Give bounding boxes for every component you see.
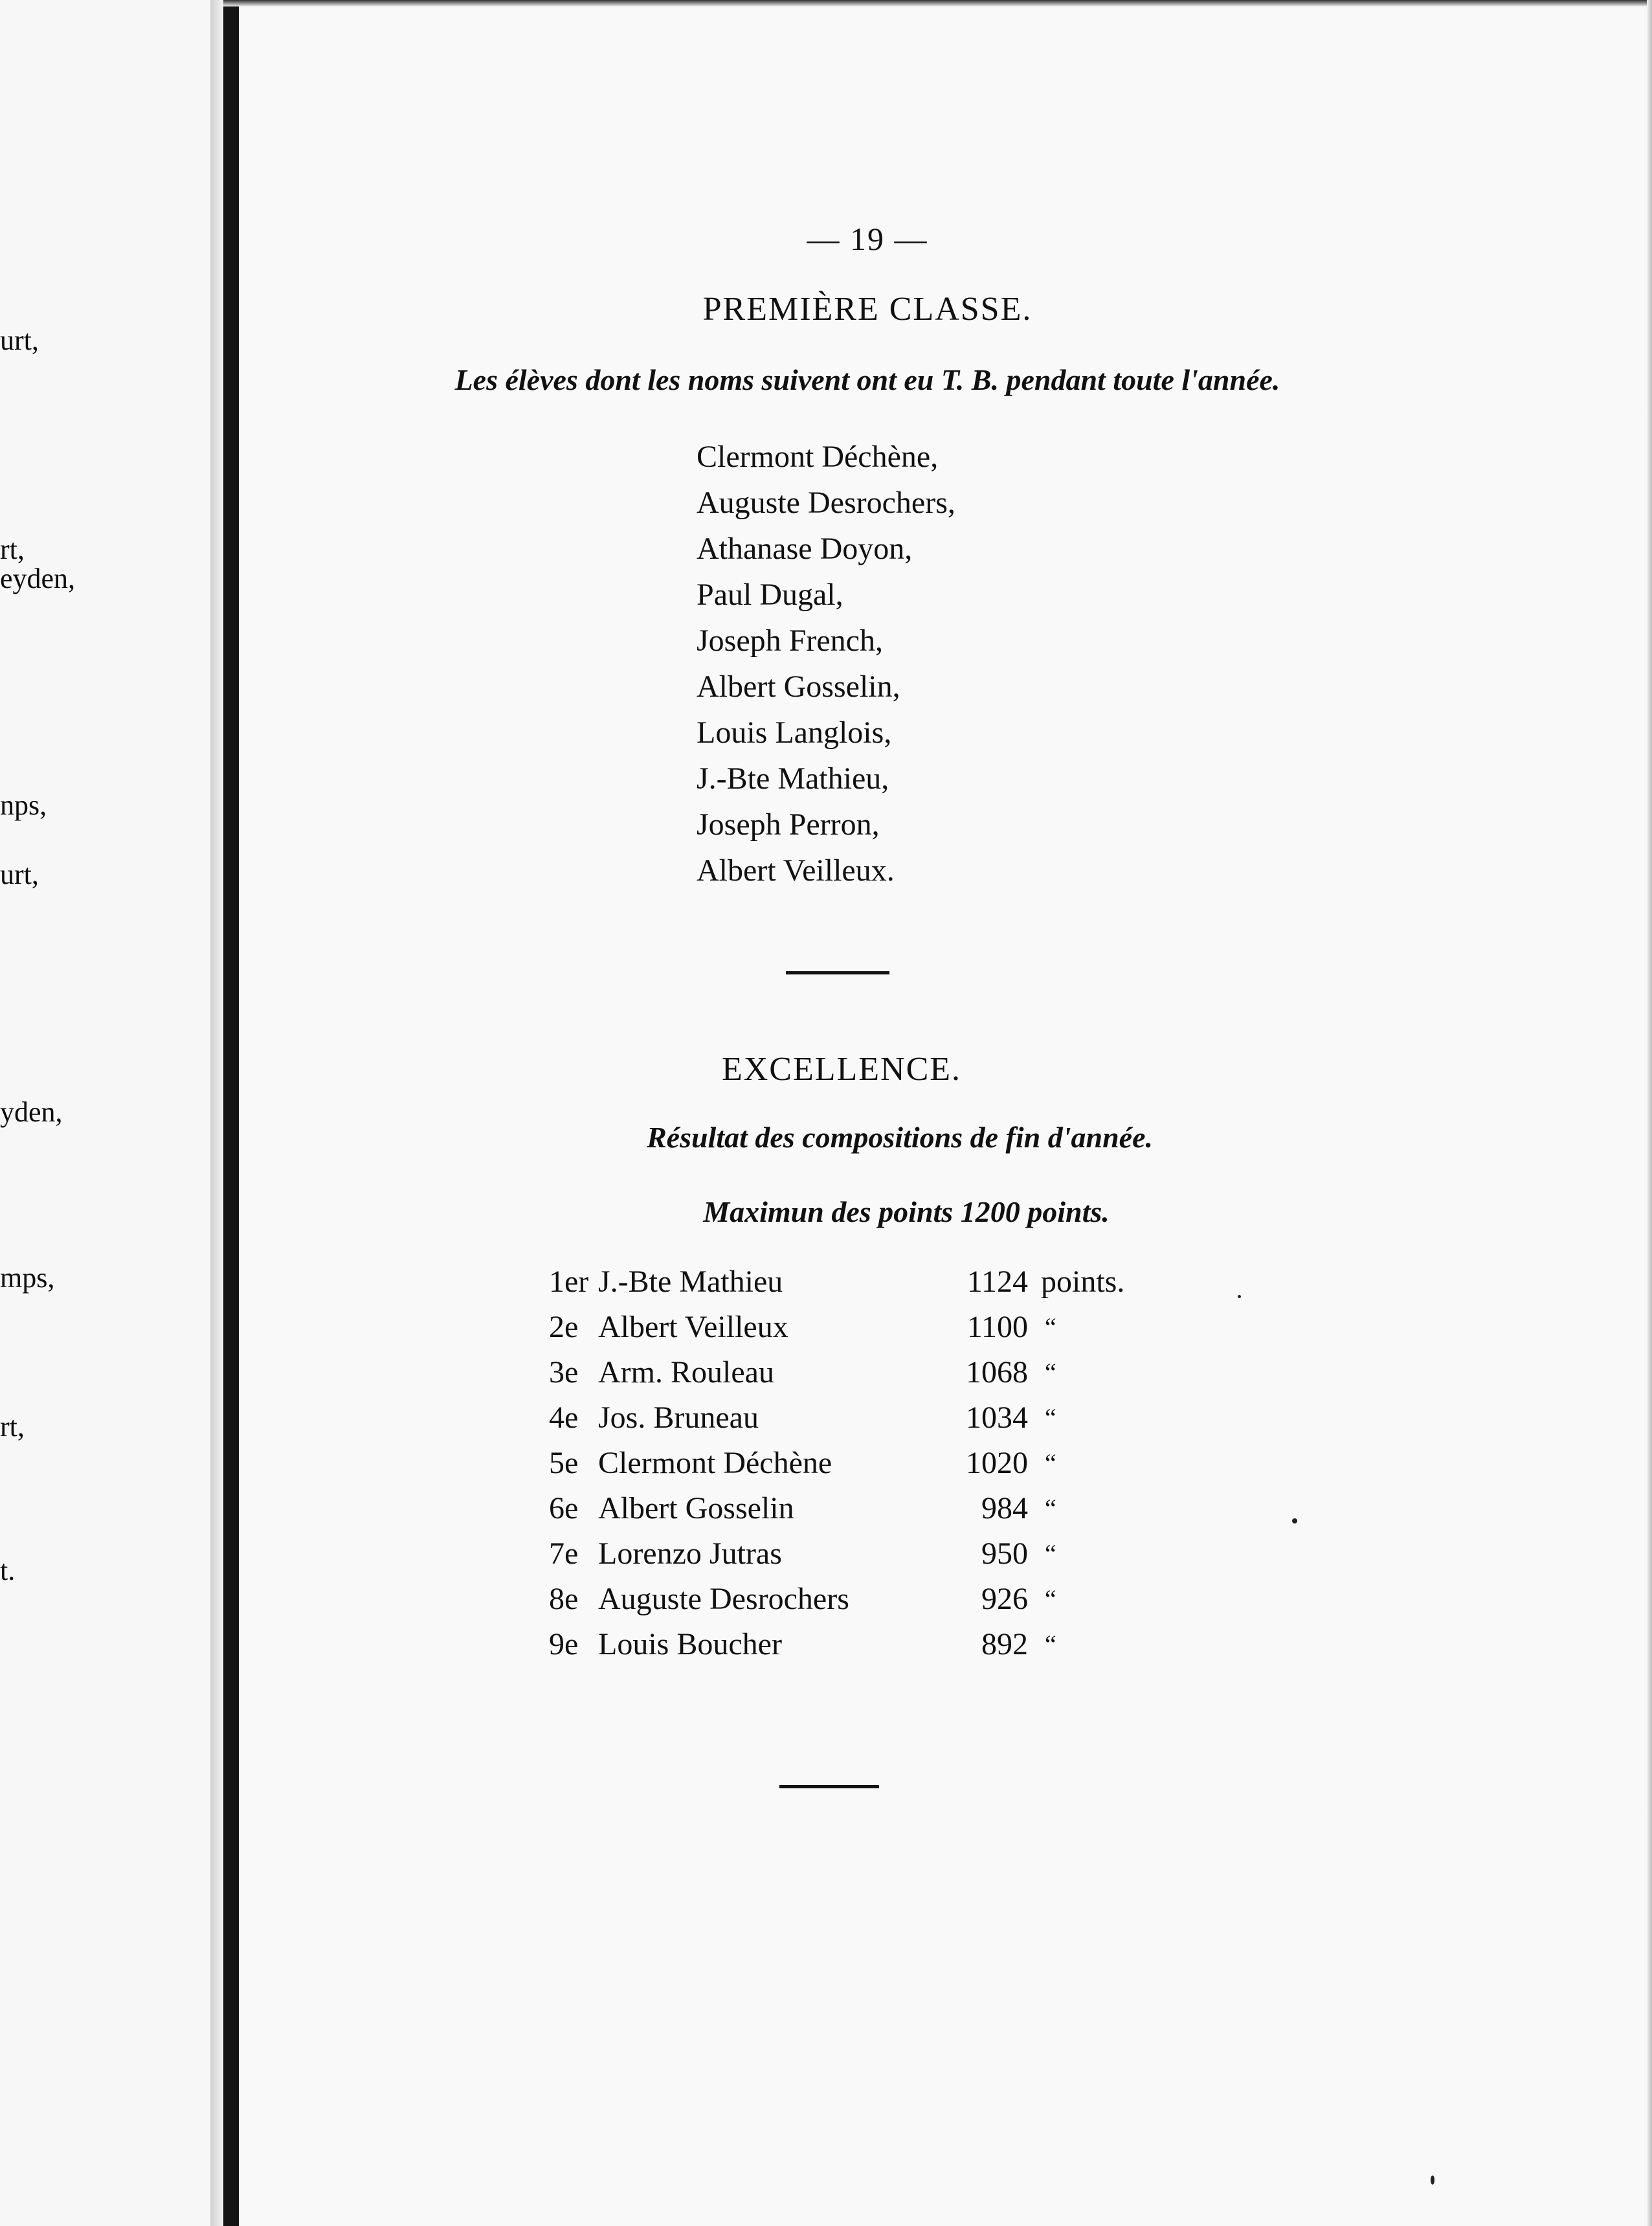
points-cell: 984 [981,1491,1028,1525]
section-divider [786,971,889,974]
excellence-maximum: Maximun des points 1200 points. [703,1195,1110,1228]
ditto-mark: “ [1045,1358,1056,1387]
list-item: Auguste Desrochers, [697,486,955,520]
name-cell: Albert Gosselin [598,1491,794,1525]
honor-student-list [697,434,955,894]
rank-cell: 2e [549,1310,579,1344]
list-item: Athanase Doyon, [697,532,913,566]
rank-cell: 1er [549,1265,589,1299]
section-divider [779,1785,879,1788]
excellence-subtitle: Résultat des compositions de fin d'année. [646,1121,1154,1154]
name-cell: Louis Boucher [598,1627,782,1661]
name-cell: Albert Veilleux [598,1310,788,1344]
name-cell: Auguste Desrochers [598,1582,849,1616]
left-page-fragment: rt, [0,1411,25,1443]
points-cell: 1100 [966,1310,1028,1344]
points-cell: 1124 [966,1265,1028,1299]
scan-speck [1431,2175,1434,2185]
points-cell: 1034 [966,1400,1028,1435]
rank-cell: 7e [549,1536,579,1571]
page-right-edge [1647,0,1652,2226]
ditto-mark: “ [1045,1448,1056,1478]
rank-cell: 9e [549,1627,579,1661]
name-cell: Lorenzo Jutras [598,1536,782,1571]
ditto-mark: “ [1045,1403,1056,1432]
name-cell: Jos. Bruneau [598,1400,759,1435]
points-cell: 950 [981,1536,1028,1571]
table-row [549,1486,1132,1531]
left-page-fragment: urt, [0,859,39,890]
left-page-fragment: yden, [0,1096,63,1128]
rank-cell: 6e [549,1491,579,1525]
list-item: Clermont Déchène, [697,440,939,474]
list-item: J.-Bte Mathieu, [697,761,889,796]
premiere-classe-heading: PREMIÈRE CLASSE. [702,291,1032,328]
table-row [549,1305,1132,1350]
left-page-fragment: t. [0,1555,16,1586]
ditto-mark: “ [1045,1539,1056,1568]
list-item: Albert Veilleux. [697,853,895,888]
table-row [549,1531,1132,1577]
list-item: Paul Dugal, [697,578,843,612]
spine-shadow [210,0,223,2226]
unit-cell: points. [1041,1265,1125,1299]
name-cell: J.-Bte Mathieu [598,1265,783,1299]
binding-gutter [223,0,239,2226]
excellence-results-table [549,1259,1132,1667]
left-page-fragment: nps, [0,789,47,821]
page-top-edge [223,0,1652,6]
table-row [549,1577,1132,1622]
left-page-fragment: urt, [0,324,39,356]
table-row [549,1395,1132,1441]
left-facing-page [0,0,210,2226]
list-item: Joseph Perron, [697,807,880,842]
rank-cell: 4e [549,1400,579,1435]
points-cell: 926 [981,1582,1028,1616]
rank-cell: 3e [549,1355,579,1389]
page-number: — 19 — [807,221,928,257]
name-cell: Arm. Rouleau [598,1355,774,1389]
ditto-mark: “ [1045,1584,1056,1613]
list-item: Louis Langlois, [697,715,892,750]
premiere-classe-intro: Les élèves dont les noms suivent ont eu T. B. pendant toute l'année. [454,363,1280,396]
left-page-fragment: eyden, [0,563,76,594]
table-row [549,1622,1132,1667]
ditto-mark: “ [1045,1312,1056,1342]
list-item: Joseph French, [697,624,883,658]
name-cell: Clermont Déchène [598,1446,832,1480]
scan-speck [1238,1295,1241,1298]
list-item: Albert Gosselin, [697,669,900,704]
rank-cell: 5e [549,1446,579,1480]
rank-cell: 8e [549,1582,579,1616]
ditto-mark: “ [1045,1630,1056,1659]
table-row [549,1441,1132,1486]
ditto-mark: “ [1045,1494,1056,1523]
points-cell: 1020 [966,1446,1028,1480]
table-row [549,1350,1132,1395]
points-cell: 892 [981,1627,1028,1661]
scan-speck [1292,1518,1297,1523]
document-page [239,6,1647,2226]
left-page-fragment: mps, [0,1262,55,1294]
points-cell: 1068 [966,1355,1028,1389]
left-page-fragment: rt, [0,534,25,565]
excellence-heading: EXCELLENCE. [721,1051,962,1088]
table-row [549,1259,1132,1305]
